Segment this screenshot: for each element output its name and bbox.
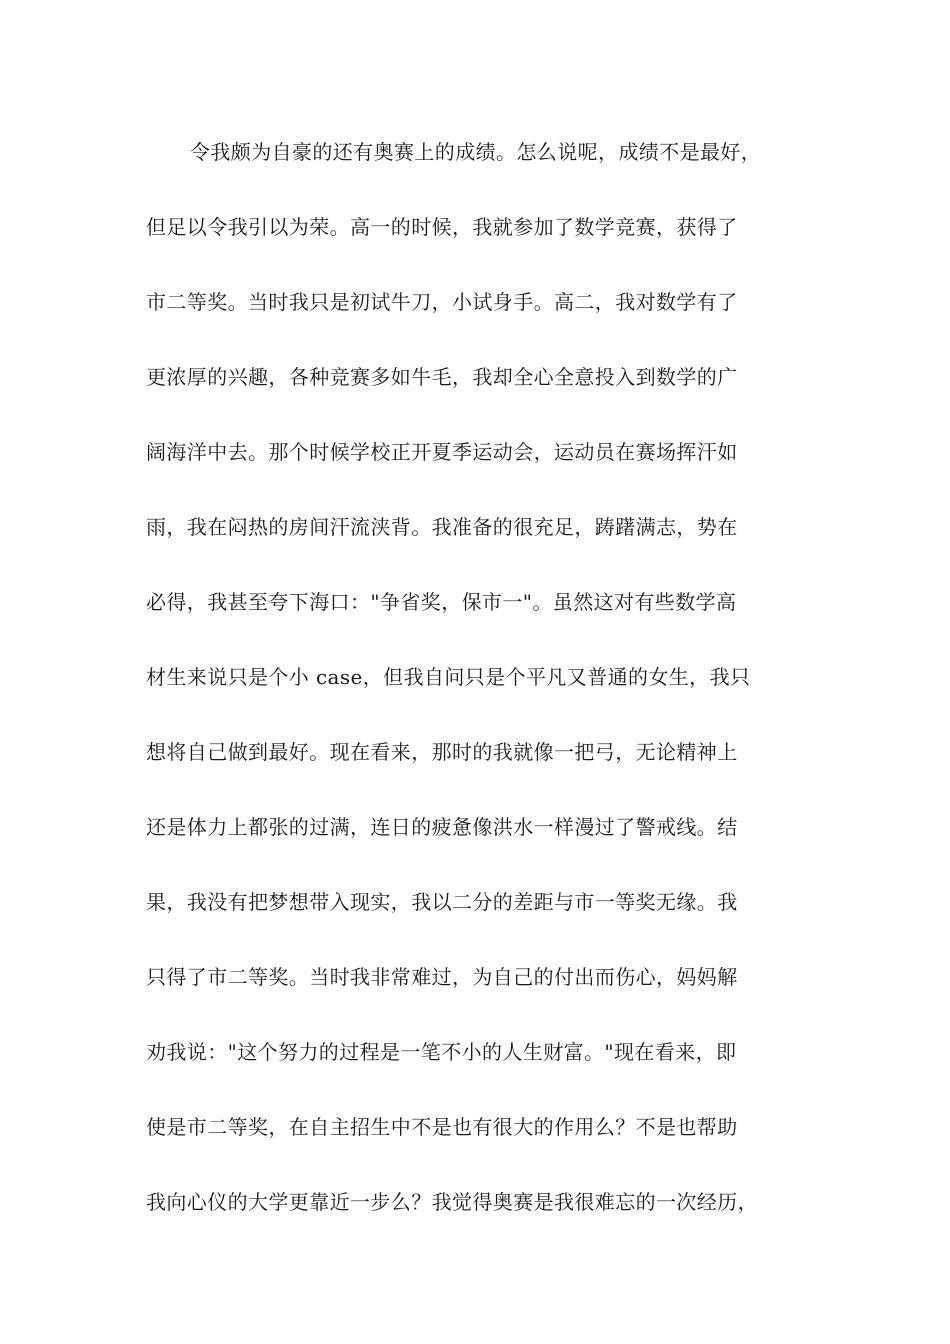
paragraph-line-10: 还是体力上都张的过满，连日的疲惫像洪水一样漫过了警戒线。结 (146, 815, 738, 839)
paragraph-line-2: 但足以令我引以为荣。高一的时候，我就参加了数学竞赛，获得了 (146, 215, 738, 239)
paragraph-line-9: 想将自己做到最好。现在看来，那时的我就像一把弓，无论精神上 (146, 740, 738, 764)
paragraph-line-6: 雨，我在闷热的房间汗流浃背。我准备的很充足，踌躇满志，势在 (146, 515, 738, 539)
paragraph-line-4: 更浓厚的兴趣，各种竞赛多如牛毛，我却全心全意投入到数学的广 (146, 365, 738, 389)
paragraph-line-7: 必得，我甚至夸下海口："争省奖，保市一"。虽然这对有些数学高 (146, 590, 737, 614)
paragraph-line-13: 劝我说："这个努力的过程是一笔不小的人生财富。"现在看来，即 (146, 1040, 737, 1064)
paragraph-line-5: 阔海洋中去。那个时候学校正开夏季运动会，运动员在赛场挥汗如 (146, 440, 738, 464)
paragraph-line-15: 我向心仪的大学更靠近一步么？我觉得奥赛是我很难忘的一次经历， (146, 1190, 758, 1214)
paragraph-line-14: 使是市二等奖，在自主招生中不是也有很大的作用么？不是也帮助 (146, 1115, 738, 1139)
paragraph-line-12: 只得了市二等奖。当时我非常难过，为自己的付出而伤心，妈妈解 (146, 965, 738, 989)
paragraph-line-11: 果，我没有把梦想带入现实，我以二分的差距与市一等奖无缘。我 (146, 890, 738, 914)
paragraph-line-8: 材生来说只是个小 case，但我自问只是个平凡又普通的女生，我只 (146, 665, 751, 689)
paragraph-line-1: 令我颇为自豪的还有奥赛上的成绩。怎么说呢，成绩不是最好， (190, 140, 762, 164)
paragraph-line-3: 市二等奖。当时我只是初试牛刀，小试身手。高二，我对数学有了 (146, 290, 738, 314)
